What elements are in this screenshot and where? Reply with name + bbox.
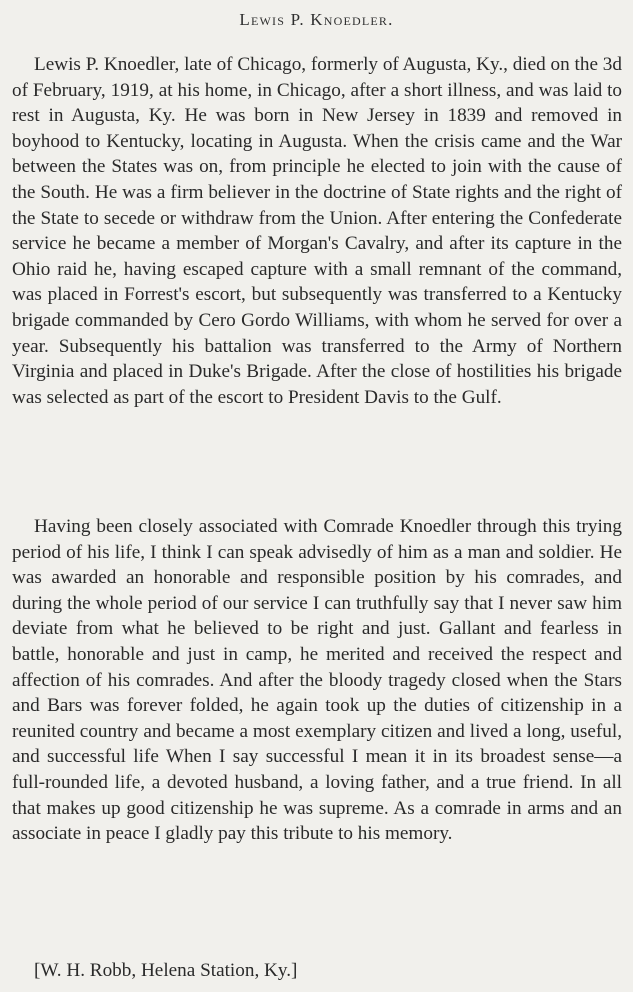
paragraph-2: Having been closely associated with Comrade Knoedler through this trying period of his life, I think I can speak advisedly of him as a man and soldier. He was awarded an honorable and responsible position by his comrades, and during the whole period of our service I can truthfully say that I never saw him deviate from what he believed to be right and just. Gallant and fearless in battle, honorable and just in camp, he merited and received the respect and affection of his comrades. And after the bloody tragedy closed when the Stars and Bars was forever folded, he again took up the duties of citizenship in a reunited country and became a most exemplary citizen and lived a long, useful, and successful life When I say successful I mean it in its broadest sense—a full-rounded life, a devoted husband, a loving father, and a true friend. In all that makes up good citizenship he was supreme. As a comrade in arms and an associate in peace I gladly pay this tribute to his memory. bbox=[12, 516, 622, 845]
signature: [W. H. Robb, Helena Station, Ky.] bbox=[34, 960, 298, 981]
article-title: Lewis P. Knoedler. bbox=[239, 10, 394, 29]
paragraph-1: Lewis P. Knoedler, late of Chicago, formerly of Augusta, Ky., died on the 3d of February, 1919, at his home, in Chicago, after a short illness, and was laid to rest in Augusta, Ky. He was born in New Jersey in 1839 and removed in boyhood to Kentucky, locating in Augusta. When the crisis came and the War between the States was on, from principle he elected to join with the cause of the South. He was a firm believer in the doctrine of State rights and the right of the State to secede or withdraw from the Union. After entering the Confederate service he became a member of Morgan's Cavalry, and after its capture in the Ohio raid he, having escaped capture with a small remnant of the command, was placed in Forrest's escort, but subsequently was transferred to a Kentucky brigade commanded by Cero Gordo Williams, with whom he served for over a year. Subsequently his battalion was transferred to the Army of Northern Virginia and placed in Duke's Brigade. After the close of hostilities his brigade was selected as part of the escort to President Davis to the Gulf. bbox=[12, 54, 622, 408]
